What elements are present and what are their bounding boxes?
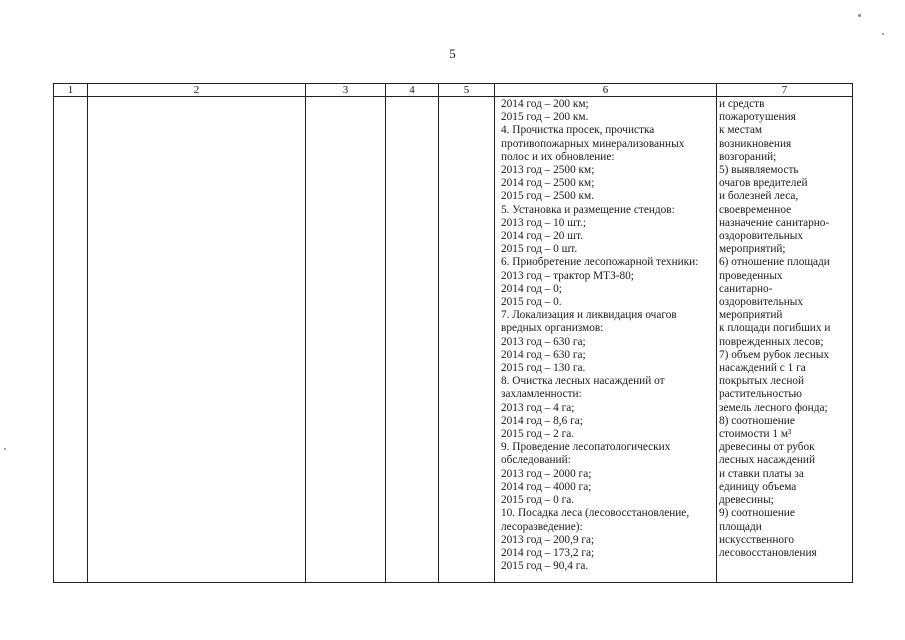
measure-line: 2014 год – 20 шт. (501, 230, 583, 243)
measure-line: 2015 год – 200 км. (501, 111, 589, 124)
column-header-5: 5 (439, 84, 495, 97)
cell-col-6 (495, 97, 717, 583)
measure-line: 2015 год – 130 га. (501, 362, 586, 375)
measure-line: лесоразведение): (501, 520, 583, 533)
indicator-line: своевременное (719, 203, 792, 216)
indicator-line: растительностью (719, 388, 802, 401)
measure-line: 2013 год – 10 шт.; (501, 216, 587, 229)
indicator-line: 8) соотношение (719, 414, 795, 427)
measure-line: захламленности: (501, 388, 582, 401)
cell-col-1 (54, 97, 88, 583)
indicator-line: санитарно- (719, 282, 773, 295)
indicator-line: искусственного (719, 533, 795, 546)
measure-line: 2013 год – 2000 га; (501, 467, 592, 480)
indicator-line: возгораний; (719, 150, 777, 163)
column-header-3: 3 (306, 84, 386, 97)
indicator-line: к площади погибших и (719, 322, 831, 335)
scan-speck (858, 14, 861, 17)
measure-line: 2013 год – 2500 км; (501, 164, 595, 177)
column-header-4: 4 (386, 84, 439, 97)
measure-line: 6. Приобретение лесопожарной техники: (501, 256, 699, 269)
measure-line: 5. Установка и размещение стендов: (501, 203, 675, 216)
measure-line: 2015 год – 0 шт. (501, 243, 578, 256)
indicator-line: 5) выявляемость (719, 164, 799, 177)
cell-col-4 (386, 97, 439, 583)
measure-line: 2015 год – 0. (501, 296, 562, 309)
measure-line: 2015 год – 0 га. (501, 494, 575, 507)
cell-col-7 (717, 97, 853, 583)
indicators-list (717, 97, 852, 560)
cell-col-2 (88, 97, 306, 583)
indicator-line: единицу объема (719, 480, 797, 493)
indicator-line: покрытых лесной (719, 375, 805, 388)
measure-line: 2014 год – 4000 га; (501, 480, 592, 493)
column-header-1: 1 (54, 84, 88, 97)
measure-line: противопожарных минерализованных (501, 137, 685, 150)
measure-line: 2015 год – 2 га. (501, 428, 575, 441)
measure-line: 2015 год – 2500 км. (501, 190, 595, 203)
table-row (54, 97, 853, 583)
indicator-line: насаждений с 1 га (719, 362, 806, 375)
measure-line: 2014 год – 0; (501, 282, 562, 295)
measures-list (495, 97, 716, 573)
measures-table (53, 83, 853, 583)
measure-line: 10. Посадка леса (лесовосстановление, (501, 507, 690, 520)
measure-line: 2014 год – 200 км; (501, 98, 589, 110)
measure-line: 9. Проведение лесопатологических (501, 441, 671, 454)
measure-line: 2013 год – 4 га; (501, 401, 575, 414)
indicator-line: 9) соотношение (719, 507, 795, 520)
indicator-line: поврежденных лесов; (719, 335, 824, 348)
header-row (54, 84, 853, 97)
indicator-line: лесных насаждений (719, 454, 815, 467)
indicator-line: назначение санитарно- (719, 216, 830, 229)
measure-line: полос и их обновление: (501, 150, 615, 163)
indicator-line: оздоровительных (719, 296, 804, 309)
scan-speck (4, 448, 6, 450)
column-header-7: 7 (717, 84, 853, 97)
cell-col-3 (306, 97, 386, 583)
column-header-6: 6 (495, 84, 717, 97)
measure-line: обследований: (501, 454, 571, 467)
measure-line: 2013 год – трактор МТЗ-80; (501, 269, 634, 282)
measure-line: 8. Очистка лесных насаждений от (501, 375, 665, 388)
measure-line: 2015 год – 90,4 га. (501, 560, 589, 573)
indicator-line: и ставки платы за (719, 467, 804, 480)
indicator-line: земель лесного фонда; (719, 401, 828, 414)
measure-line: вредных организмов: (501, 322, 604, 335)
indicator-line: древесины от рубок (719, 441, 815, 454)
indicator-line: площади (719, 520, 762, 533)
indicator-line: очагов вредителей (719, 177, 808, 190)
measure-line: 2014 год – 173,2 га; (501, 546, 595, 559)
indicator-line: к местам (719, 124, 763, 137)
measure-line: 7. Локализация и ликвидация очагов (501, 309, 677, 322)
measure-line: 4. Прочистка просек, прочистка (501, 124, 655, 137)
column-header-2: 2 (88, 84, 306, 97)
indicator-line: проведенных (719, 269, 783, 282)
indicator-line: древесины; (719, 494, 774, 507)
indicator-line: мероприятий (719, 309, 783, 322)
indicator-line: и средств (719, 98, 765, 110)
measure-line: 2014 год – 2500 км; (501, 177, 595, 190)
measure-line: 2013 год – 630 га; (501, 335, 586, 348)
measure-line: 2013 год – 200,9 га; (501, 533, 595, 546)
page-number: 5 (449, 46, 456, 61)
scan-speck (882, 33, 884, 35)
indicator-line: возникновения (719, 137, 792, 150)
cell-col-5 (439, 97, 495, 583)
measure-line: 2014 год – 630 га; (501, 348, 586, 361)
indicator-line: оздоровительных (719, 230, 804, 243)
indicator-line: и болезней леса, (719, 190, 799, 203)
indicator-line: мероприятий; (719, 243, 786, 256)
indicator-line: лесовосстановления (719, 546, 817, 559)
indicator-line: 7) объем рубок лесных (719, 348, 830, 361)
indicator-line: 6) отношение площади (719, 256, 830, 269)
indicator-line: пожаротушения (719, 111, 796, 124)
indicator-line: стоимости 1 м³ (719, 428, 792, 441)
measure-line: 2014 год – 8,6 га; (501, 414, 583, 427)
